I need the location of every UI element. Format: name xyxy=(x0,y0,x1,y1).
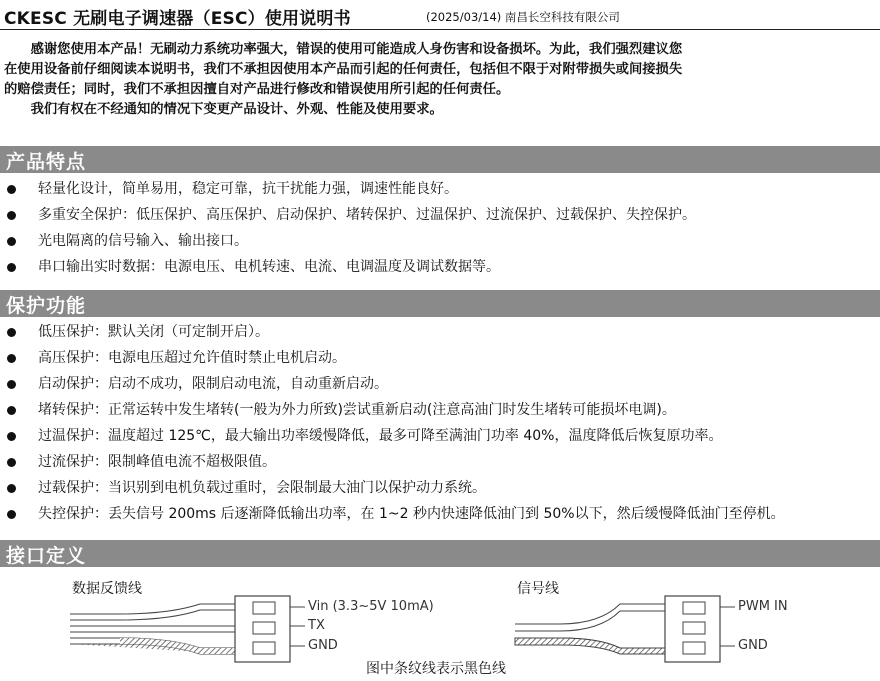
bullet-icon xyxy=(7,211,16,220)
pin-label-vin: Vin (3.3~5V 10mA) xyxy=(308,599,434,614)
signal-cable xyxy=(515,596,735,662)
section-title: 保护功能 xyxy=(6,295,87,317)
bullet-icon xyxy=(7,237,16,246)
list-item: 光电隔离的信号输入、输出接口。 xyxy=(0,228,880,254)
bullet-icon xyxy=(7,432,16,441)
feedback-cable xyxy=(70,596,305,662)
list-item: 失控保护：丢失信号 200ms 后逐渐降低输出功率，在 1~2 秒内快速降低油门到 50%以下，然后缓慢降低油门至停机。 xyxy=(0,501,880,527)
connector-diagram xyxy=(0,574,880,681)
list-item: 轻量化设计，简单易用，稳定可靠，抗干扰能力强，调速性能良好。 xyxy=(0,176,880,202)
feedback-cable-caption: 数据反馈线 xyxy=(72,581,142,597)
list-item: 启动保护：启动不成功，限制启动电流，自动重新启动。 xyxy=(0,371,880,397)
document-header xyxy=(0,3,880,30)
intro-line: 感谢您使用本产品！无刷动力系统功率强大，错误的使用可能造成人身伤害和设备损坏。为此，我们强烈建议您 xyxy=(30,42,683,57)
signal-cable-caption: 信号线 xyxy=(517,581,559,597)
bullet-icon xyxy=(7,354,16,363)
pin-label-pwm-in: PWM IN xyxy=(738,599,788,614)
list-item: 低压保护：默认关闭（可定制开启）。 xyxy=(0,319,880,345)
list-item: 过载保护：当识别到电机负载过重时，会限制最大油门以保护动力系统。 xyxy=(0,475,880,501)
document-title: CKESC 无刷电子调速器（ESC）使用说明书 xyxy=(4,9,351,29)
bullet-icon xyxy=(7,185,16,194)
pin-label-gnd: GND xyxy=(738,638,768,653)
list-item: 过温保护：温度超过 125℃，最大输出功率缓慢降低，最多可降至满油门功率 40%，温度降低后恢复原功率。 xyxy=(0,423,880,449)
diagram-note: 图中条纹线表示黑色线 xyxy=(366,661,506,677)
bullet-icon xyxy=(7,380,16,389)
bullet-icon xyxy=(7,406,16,415)
section-title: 产品特点 xyxy=(6,151,87,173)
bullet-icon xyxy=(7,458,16,467)
list-item: 串口输出实时数据：电源电压、电机转速、电流、电调温度及调试数据等。 xyxy=(0,254,880,280)
section-header-interface xyxy=(0,540,880,567)
pin-label-tx: TX xyxy=(308,618,325,633)
section-title: 接口定义 xyxy=(6,545,87,567)
list-item: 高压保护：电源电压超过允许值时禁止电机启动。 xyxy=(0,345,880,371)
bullet-icon xyxy=(7,328,16,337)
list-item: 堵转保护：正常运转中发生堵转(一般为外力所致)尝试重新启动(注意高油门时发生堵转可能损坏电调)。 xyxy=(0,397,880,423)
bullet-icon xyxy=(7,484,16,493)
section-header-features xyxy=(0,146,880,173)
intro-line: 我们有权在不经通知的情况下变更产品设计、外观、性能及使用要求。 xyxy=(30,102,443,117)
list-item: 多重安全保护：低压保护、高压保护、启动保护、堵转保护、过温保护、过流保护、过载保护、失控保护。 xyxy=(0,202,880,228)
bullet-icon xyxy=(7,510,16,519)
intro-disclaimer xyxy=(4,40,880,120)
pin-label-gnd: GND xyxy=(308,638,338,653)
intro-line: 的赔偿责任；同时，我们不承担因擅自对产品进行修改和错误使用所引起的任何责任。 xyxy=(4,82,510,97)
bullet-icon xyxy=(7,263,16,272)
section-header-protection xyxy=(0,290,880,317)
protection-list xyxy=(0,319,880,527)
document-date-company: (2025/03/14) 南昌长空科技有限公司 xyxy=(426,10,620,24)
intro-line: 在使用设备前仔细阅读本说明书，我们不承担因使用本产品而引起的任何责任，包括但不限于对附带损失或间接损失 xyxy=(4,62,683,77)
list-item: 过流保护：限制峰值电流不超极限值。 xyxy=(0,449,880,475)
features-list xyxy=(0,176,880,280)
